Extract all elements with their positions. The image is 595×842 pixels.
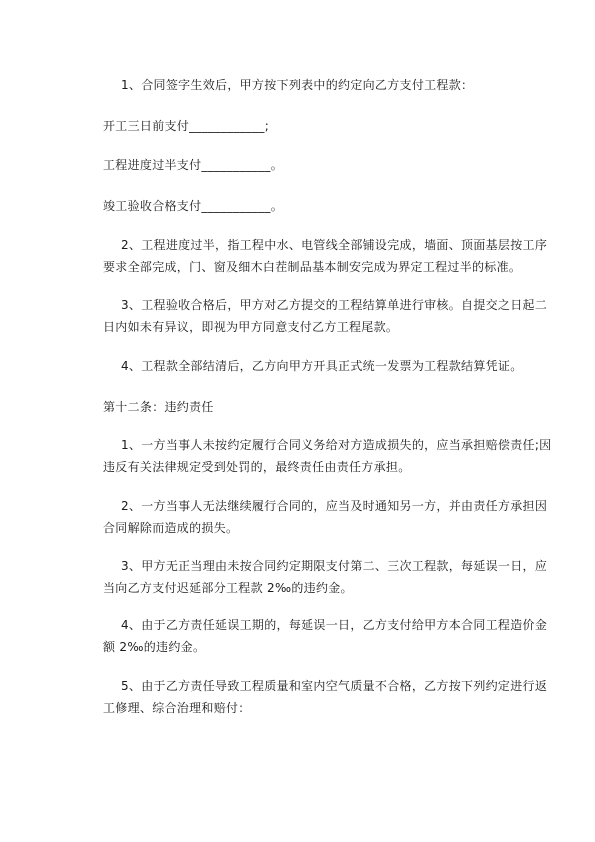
text-line: 2、一方当事人无法继续履行合同的，应当及时通知另一方，并由责任方承担因: [121, 499, 548, 513]
text-line: 日内如未有异议，即视为甲方同意支付乙方工程尾款。: [103, 320, 399, 334]
clause-payment-intro: [103, 74, 523, 96]
text-line: 开工三日前支付____________;: [103, 119, 270, 133]
section-heading-breach: [103, 396, 523, 418]
payment-item-completion: [103, 195, 523, 217]
payment-item-halfway: [103, 154, 523, 176]
text-line: 竣工验收合格支付___________。: [103, 199, 284, 213]
clause-acceptance-review: [103, 294, 548, 338]
text-line: 4、由于乙方责任延误工期的，每延误一日，乙方支付给甲方本合同工程造价金: [121, 618, 548, 632]
text-line: 1、一方当事人未按约定履行合同义务给对方造成损失的，应当承担赔偿责任;因: [121, 438, 552, 452]
payment-item-start: [103, 115, 523, 137]
clause-breach-4: [103, 614, 548, 658]
clause-invoice: [103, 355, 523, 377]
text-line: 违反有关法律规定受到处罚的，最终责任由责任方承担。: [103, 460, 411, 474]
text-line: 4、工程款全部结清后，乙方向甲方开具正式统一发票为工程款结算凭证。: [121, 359, 523, 373]
text-line: 工修理、综合治理和赔付：: [103, 701, 251, 715]
text-line: 3、工程验收合格后，甲方对乙方提交的工程结算单进行审核。自提交之日起二: [121, 298, 548, 312]
text-line: 1、合同签字生效后，甲方按下列表中的约定向乙方支付工程款：: [121, 78, 474, 92]
clause-progress-definition: [103, 234, 548, 278]
clause-breach-5: [103, 675, 548, 719]
text-line: 5、由于乙方责任导致工程质量和室内空气质量不合格，乙方按下列约定进行返: [121, 679, 548, 693]
text-line: 2、工程进度过半，指工程中水、电管线全部铺设完成，墙面、顶面基层按工序: [121, 238, 548, 252]
section-heading: 第十二条：违约责任: [103, 400, 214, 414]
text-line: 合同解除而造成的损失。: [103, 521, 239, 535]
text-line: 工程进度过半支付___________。: [103, 158, 284, 172]
text-line: 额 2‰的违约金。: [103, 640, 206, 654]
text-line: 3、甲方无正当理由未按合同约定期限支付第二、三次工程款，每延误一日，应: [121, 559, 548, 573]
clause-breach-2: [103, 495, 548, 539]
text-line: 要求全部完成，门、窗及细木白茬制品基本制安完成为界定工程过半的标准。: [103, 260, 522, 274]
clause-breach-3: [103, 555, 548, 599]
clause-breach-1: [103, 434, 552, 478]
text-line: 当向乙方支付迟延部分工程款 2‰的违约金。: [103, 581, 353, 595]
